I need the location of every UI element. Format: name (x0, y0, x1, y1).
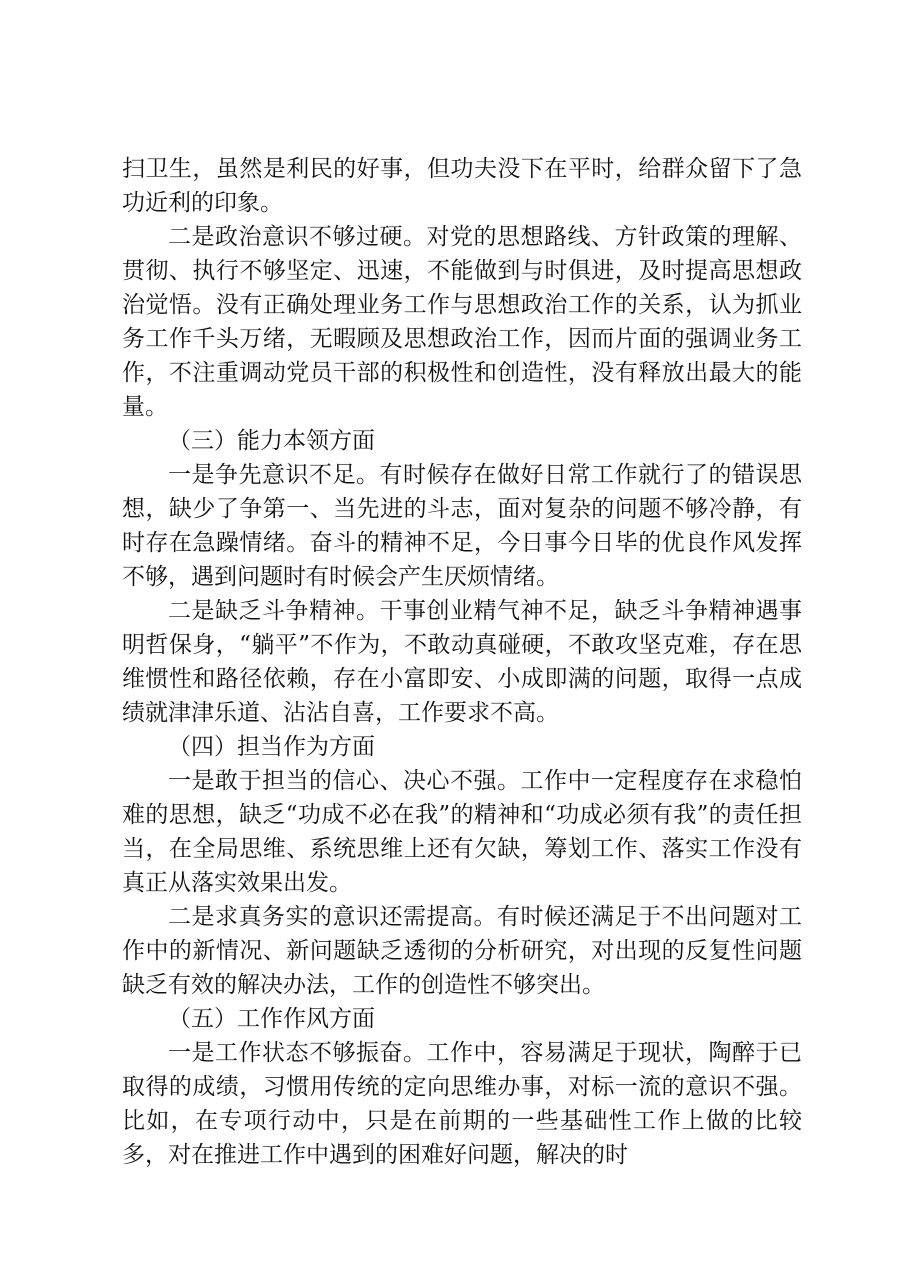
section-heading-ability: （三）能力本领方面 (168, 428, 375, 454)
document-body (122, 152, 802, 1172)
paragraph-political-awareness: 二是政治意识不够过硬。对党的思想路线、方针政策的理解、贯彻、执行不够坚定、迅速，不能做到与时俱进，及时提高思想政治觉悟。没有正确处理业务工作与思想政治工作的关系，认为抓业务工作千头万绪，无暇顾及思想政治工作，因而片面的强调业务工作，不注重调动党员干部的积极性和创造性，没有释放出最大的能量。 (122, 224, 802, 420)
paragraph-fighting-spirit: 二是缺乏斗争精神。干事创业精气神不足，缺乏斗争精神遇事明哲保身，“躺平”不作为，不敢动真碰硬，不敢攻坚克难，存在思维惯性和路径依赖，存在小富即安、小成即满的问题，取得一点成绩就津津乐道、沾沾自喜，工作要求不高。 (122, 598, 802, 726)
paragraph-competitive-awareness: 一是争先意识不足。有时候存在做好日常工作就行了的错误思想，缺少了争第一、当先进的斗志，面对复杂的问题不够冷静，有时存在急躁情绪。奋斗的精神不足，今日事今日毕的优良作风发挥不够，遇到问题时有时候会产生厌烦情绪。 (122, 462, 802, 590)
section-heading-work-style: （五）工作作风方面 (168, 1006, 375, 1032)
paragraph-pragmatism: 二是求真务实的意识还需提高。有时候还满足于不出问题对工作中的新情况、新问题缺乏透彻的分析研究，对出现的反复性问题缺乏有效的解决办法，工作的创造性不够突出。 (122, 904, 802, 998)
paragraph-confidence: 一是敢于担当的信心、决心不强。工作中一定程度存在求稳怕难的思想，缺乏“功成不必在我”的精神和“功成必须有我”的责任担当，在全局思维、系统思维上还有欠缺，筹划工作、落实工作没有真正从落实效果出发。 (122, 768, 802, 896)
paragraph-work-state: 一是工作状态不够振奋。工作中，容易满足于现状，陶醉于已取得的成绩，习惯用传统的定向思维办事，对标一流的意识不强。比如，在专项行动中，只是在前期的一些基础性工作上做的比较多，对在推进工作中遇到的困难好问题，解决的时 (122, 1040, 802, 1168)
section-heading-responsibility: （四）担当作为方面 (168, 734, 375, 760)
paragraph-continuation: 扫卫生，虽然是利民的好事，但功夫没下在平时，给群众留下了急功近利的印象。 (122, 156, 802, 216)
